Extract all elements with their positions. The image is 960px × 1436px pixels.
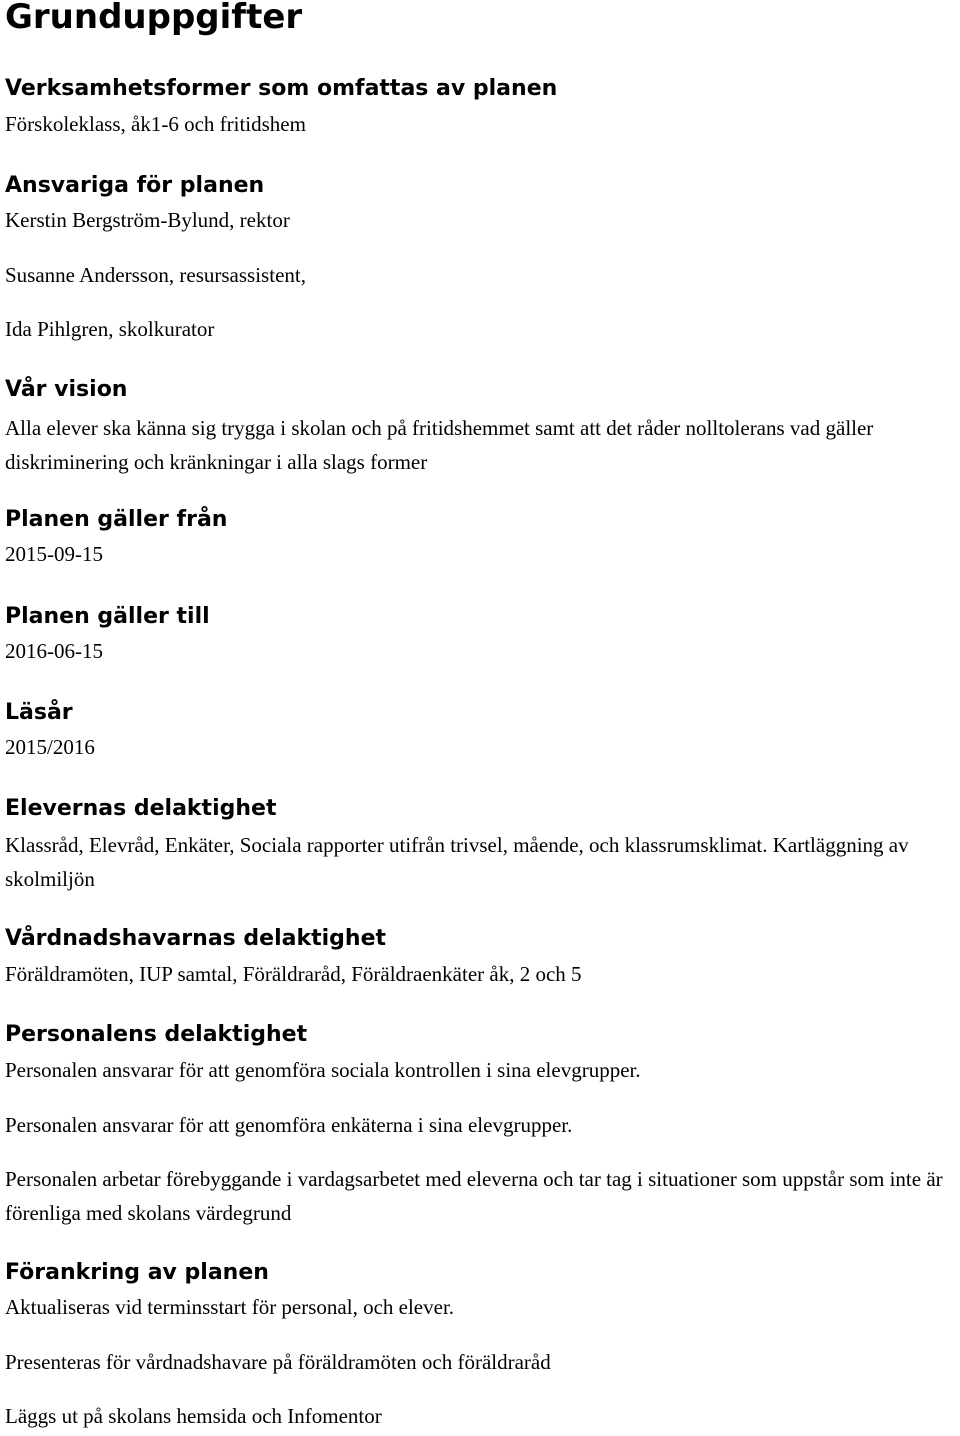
section-text: Personalen arbetar förebyggande i vardagsarbetet med eleverna och tar tag i situationer som uppstår som inte är förenliga med skolans värdegrund bbox=[5, 1167, 943, 1225]
section-heading: Verksamhetsformer som omfattas av planen bbox=[5, 76, 558, 101]
section-forankring bbox=[5, 1259, 957, 1433]
section-elevernas-delaktighet bbox=[5, 795, 957, 896]
page-title: Grunduppgifter bbox=[5, 0, 303, 37]
section-text: Personalen ansvarar för att genomföra sociala kontrollen i sina elevgrupper. bbox=[5, 1058, 641, 1082]
section-heading: Planen gäller till bbox=[5, 604, 210, 629]
section-text: Aktualiseras vid terminsstart för personal, och elever. bbox=[5, 1295, 455, 1319]
section-heading: Läsår bbox=[5, 700, 73, 725]
section-heading: Ansvariga för planen bbox=[5, 173, 265, 198]
section-text: Personalen ansvarar för att genomföra enkäterna i sina elevgrupper. bbox=[5, 1113, 573, 1137]
section-text: Föräldramöten, IUP samtal, Föräldraråd, Föräldraenkäter åk, 2 och 5 bbox=[5, 962, 582, 986]
section-text: Alla elever ska känna sig trygga i skolan och på fritidshemmet samt att det råder nolltolerans vad gäller diskriminering och kränkningar i alla slags former bbox=[5, 416, 874, 474]
section-text: 2015-09-15 bbox=[5, 542, 103, 566]
section-var-vision bbox=[5, 376, 957, 479]
section-heading: Planen gäller från bbox=[5, 507, 228, 532]
section-heading: Personalens delaktighet bbox=[5, 1022, 308, 1047]
section-heading: Förankring av planen bbox=[5, 1260, 269, 1285]
section-planen-galler-till bbox=[5, 603, 957, 668]
section-text: Susanne Andersson, resursassistent, bbox=[5, 263, 306, 287]
section-verksamhetsformer bbox=[5, 75, 957, 141]
section-heading: Vårdnadshavarnas delaktighet bbox=[5, 926, 387, 951]
section-text: Läggs ut på skolans hemsida och Infomentor bbox=[5, 1404, 382, 1428]
section-heading: Vår vision bbox=[5, 377, 128, 402]
section-ansvariga bbox=[5, 172, 957, 346]
section-text: Förskoleklass, åk1-6 och fritidshem bbox=[5, 112, 306, 136]
section-text: Klassråd, Elevråd, Enkäter, Sociala rapporter utifrån trivsel, mående, och klassrumsklimat. Kartläggning av skolmiljön bbox=[5, 833, 909, 891]
section-text: Ida Pihlgren, skolkurator bbox=[5, 317, 215, 341]
section-text: Kerstin Bergström-Bylund, rektor bbox=[5, 208, 290, 232]
section-text: 2016-06-15 bbox=[5, 639, 103, 663]
section-text: 2015/2016 bbox=[5, 735, 95, 759]
section-heading: Elevernas delaktighet bbox=[5, 796, 277, 821]
section-personalens-delaktighet bbox=[5, 1021, 957, 1230]
section-vardnadshavarnas-delaktighet bbox=[5, 925, 957, 991]
section-planen-galler-fran bbox=[5, 506, 957, 571]
section-lasar bbox=[5, 699, 957, 764]
section-text: Presenteras för vårdnadshavare på föräldramöten och föräldraråd bbox=[5, 1350, 551, 1374]
